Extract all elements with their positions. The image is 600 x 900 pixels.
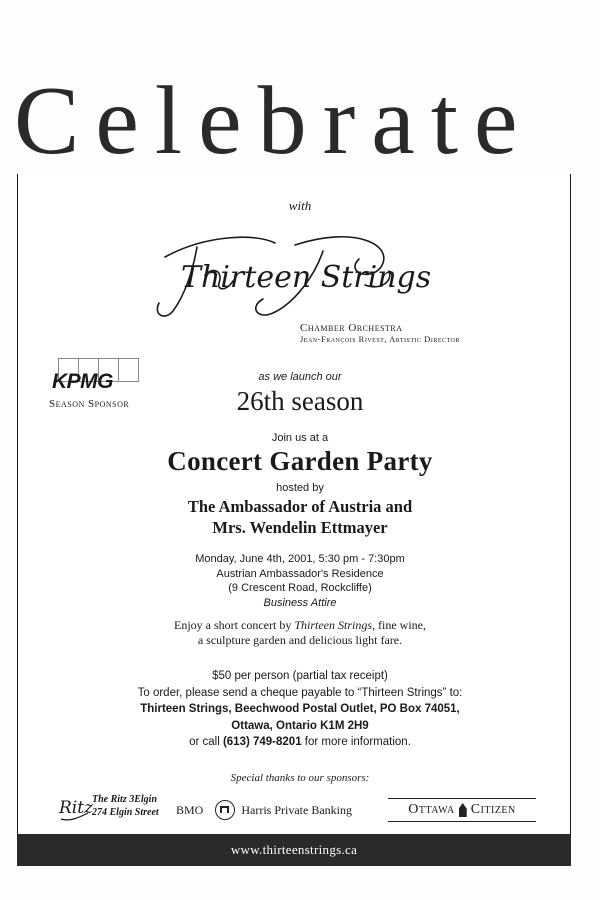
ritz-name: The Ritz 3Elgin bbox=[92, 794, 158, 805]
thirteen-strings-logo bbox=[145, 215, 432, 325]
launch-text: as we launch our bbox=[258, 371, 342, 383]
description-prefix: Enjoy a short concert by bbox=[174, 618, 295, 632]
event-description bbox=[0, 618, 600, 648]
phone-line bbox=[0, 734, 600, 751]
sponsor-thanks: Special thanks to our sponsors: bbox=[230, 772, 370, 784]
join-text: Join us at a bbox=[271, 432, 329, 444]
ensemble-name: Thirteen Strings bbox=[294, 618, 372, 632]
citizen-right: Citizen bbox=[470, 802, 516, 817]
ritz-logo bbox=[58, 789, 159, 828]
description-line-1 bbox=[0, 618, 600, 633]
host-line-1: The Ambassador of Austria and bbox=[187, 497, 413, 516]
artistic-director: Jean-François Rivest, Artistic Director bbox=[300, 333, 460, 344]
website-footer bbox=[17, 834, 571, 866]
event-date-time: Monday, June 4th, 2001, 5:30 pm - 7:30pm bbox=[195, 553, 405, 565]
host-line-2: Mrs. Wendelin Ettmayer bbox=[212, 518, 388, 537]
website-url[interactable]: www.thirteenstrings.ca bbox=[230, 842, 358, 857]
ritz-text bbox=[92, 793, 159, 819]
event-details bbox=[0, 552, 600, 610]
hosted-by-text: hosted by bbox=[276, 482, 324, 494]
mailing-address-line-2: Ottawa, Ontario K1M 2H9 bbox=[231, 719, 369, 732]
citizen-left: Ottawa bbox=[408, 802, 455, 817]
description-suffix: , fine wine, bbox=[372, 618, 426, 632]
event-title: Concert Garden Party bbox=[167, 446, 433, 476]
bmo-roundel-icon bbox=[215, 800, 235, 820]
bmo-logo bbox=[176, 800, 352, 820]
ritz-script-icon bbox=[58, 789, 94, 823]
order-instructions: To order, please send a cheque payable to “Thirteen Strings” to: bbox=[137, 686, 463, 699]
phone-suffix: for more information. bbox=[301, 736, 411, 748]
peace-tower-icon bbox=[459, 803, 467, 817]
ritz-address: 274 Elgin Street bbox=[92, 807, 159, 818]
description-line-2: a sculpture garden and delicious light fare. bbox=[197, 633, 403, 647]
bmo-name: BMO bbox=[176, 802, 204, 817]
event-address: (9 Crescent Road, Rockcliffe) bbox=[228, 582, 372, 594]
dress-code: Business Attire bbox=[263, 596, 337, 609]
hosts bbox=[0, 496, 600, 538]
phone-number: (613) 749-8201 bbox=[222, 736, 302, 748]
event-venue: Austrian Ambassador's Residence bbox=[216, 567, 384, 580]
phone-prefix: or call bbox=[189, 736, 223, 748]
with-text: with bbox=[288, 198, 312, 213]
season-title: 26th season bbox=[236, 386, 364, 416]
ticket-price: $50 per person (partial tax receipt) bbox=[212, 670, 388, 682]
chamber-orchestra-caption bbox=[300, 322, 460, 344]
logo-wordmark: Thirteen Strings bbox=[181, 260, 432, 295]
season-sponsor-label: Season Sponsor bbox=[49, 398, 130, 410]
bmo-division: Harris Private Banking bbox=[241, 802, 352, 817]
ritz-script-mark: Ritz bbox=[59, 798, 94, 818]
headline: Celebrate bbox=[14, 72, 594, 174]
mailing-address-line-1: Thirteen Strings, Beechwood Postal Outlet, PO Box 74051, bbox=[140, 703, 460, 715]
ottawa-citizen-logo bbox=[388, 798, 536, 822]
ordering-info bbox=[0, 668, 600, 751]
logo-subtitle: Chamber Orchestra bbox=[300, 322, 403, 334]
kpmg-wordmark: KPMG bbox=[52, 370, 113, 393]
